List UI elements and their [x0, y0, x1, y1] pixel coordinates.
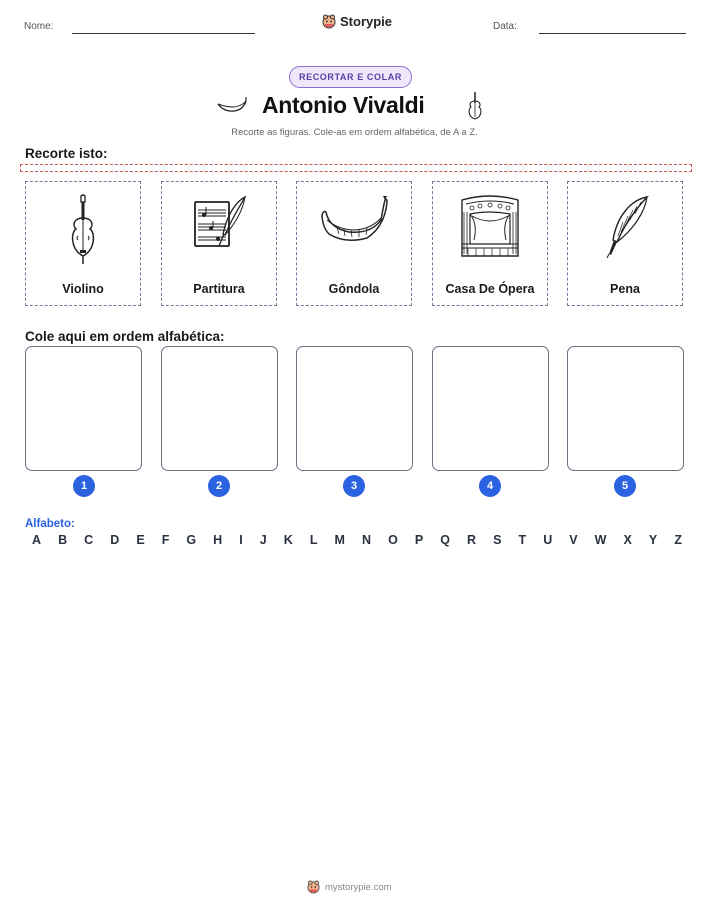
paste-section-label: Cole aqui em ordem alfabética: [25, 329, 225, 344]
date-line [539, 33, 686, 34]
card-label: Violino [62, 282, 104, 296]
alphabet-letter: R [467, 533, 477, 547]
footer-site[interactable]: mystorypie.com [325, 881, 392, 893]
alphabet-letter: P [414, 533, 424, 547]
storypie-mascot-icon [307, 880, 320, 894]
alphabet-letter: Y [648, 533, 658, 547]
alphabet-letter: J [259, 533, 267, 547]
paste-slot-4[interactable] [432, 346, 549, 471]
alphabet-letter: C [84, 533, 94, 547]
alphabet-letter: W [594, 533, 607, 547]
alphabet-letter: T [518, 533, 527, 547]
slot-number-5: 5 [614, 475, 636, 497]
footer [307, 880, 392, 894]
alphabet-letter: B [58, 533, 68, 547]
violin-icon [465, 91, 485, 123]
paste-slot-1[interactable] [25, 346, 142, 471]
cut-line [20, 164, 692, 172]
alphabet-letter: F [161, 533, 170, 547]
paste-slot-5[interactable] [567, 346, 684, 471]
gondola-icon [216, 96, 248, 116]
opera-house-icon [458, 194, 522, 260]
cut-section-label: Recorte isto: [25, 146, 108, 161]
alphabet-letter: U [543, 533, 553, 547]
alphabet-letter: K [283, 533, 293, 547]
violin-icon [66, 194, 100, 266]
alphabet-letter: H [213, 533, 223, 547]
storypie-mascot-icon [322, 14, 336, 29]
alphabet-letter: S [493, 533, 502, 547]
card-label: Pena [610, 282, 640, 296]
cut-card-opera-house[interactable] [432, 181, 548, 306]
gondola-icon [319, 194, 389, 246]
card-label: Partitura [193, 282, 245, 296]
alphabet-row [32, 533, 682, 547]
activity-badge: RECORTAR E COLAR [289, 66, 412, 88]
brand-logo [322, 14, 392, 29]
date-label: Data: [493, 21, 517, 32]
alphabet-letter: Z [674, 533, 682, 547]
card-label: Casa De Ópera [445, 282, 535, 296]
slot-number-3: 3 [343, 475, 365, 497]
slot-number-4: 4 [479, 475, 501, 497]
alphabet-letter: O [388, 533, 398, 547]
card-label: Gôndola [328, 282, 380, 296]
brand-name: Storypie [340, 14, 393, 29]
alphabet-letter: Q [440, 533, 450, 547]
alphabet-letter: N [362, 533, 372, 547]
page-title: Antonio Vivaldi [262, 92, 425, 118]
alphabet-letter: X [623, 533, 632, 547]
alphabet-letter: L [309, 533, 318, 547]
alphabet-letter: E [136, 533, 145, 547]
cut-card-gondola[interactable] [296, 181, 412, 306]
paste-slot-2[interactable] [161, 346, 278, 471]
paste-slot-3[interactable] [296, 346, 413, 471]
alphabet-letter: M [334, 533, 345, 547]
alphabet-letter: V [569, 533, 578, 547]
cut-card-sheet-music[interactable] [161, 181, 277, 306]
sheet-music-icon [189, 194, 249, 254]
cut-card-quill[interactable] [567, 181, 683, 306]
instructions: Recorte as figuras. Cole-as em ordem alfabética, de A a Z. [231, 127, 478, 138]
cut-card-violin[interactable] [25, 181, 141, 306]
alphabet-label: Alfabeto: [25, 518, 75, 530]
name-label: Nome: [24, 21, 54, 32]
alphabet-letter: A [32, 533, 42, 547]
quill-feather-icon [597, 194, 653, 262]
alphabet-letter: I [239, 533, 243, 547]
slot-number-2: 2 [208, 475, 230, 497]
alphabet-letter: G [186, 533, 197, 547]
alphabet-letter: D [110, 533, 120, 547]
name-line [72, 33, 255, 34]
slot-number-1: 1 [73, 475, 95, 497]
